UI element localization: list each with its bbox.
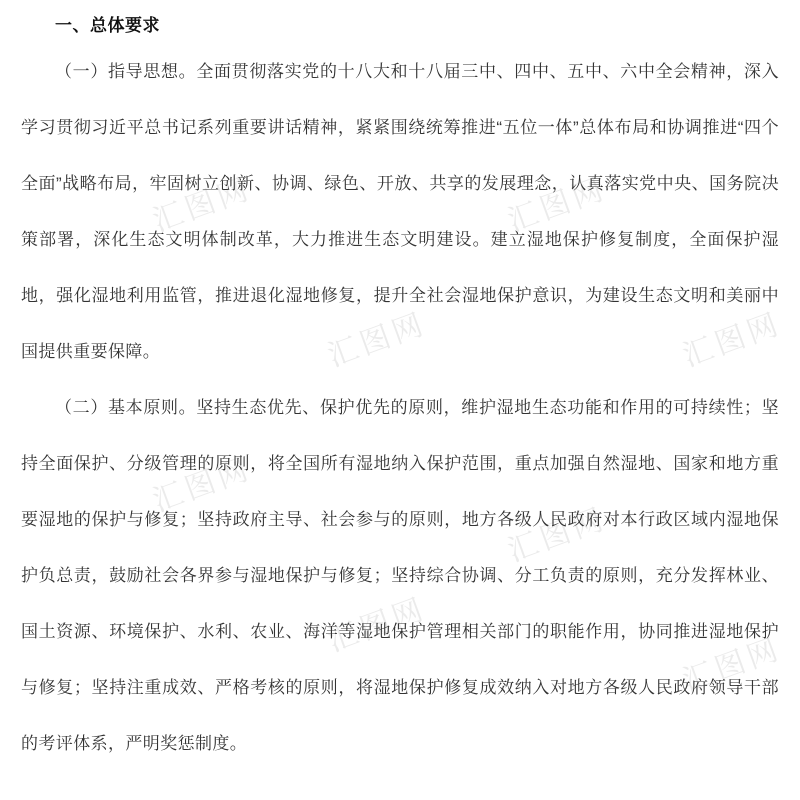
watermark-text: 汇图网 — [678, 632, 786, 699]
paragraph-guiding-ideology: （一）指导思想。全面贯彻落实党的十八大和十八届三中、四中、五中、六中全会精神，深入学习贯彻习近平总书记系列重要讲话精神，紧紧围绕统筹推进“五位一体”总体布局和协调推进“四个全面”战略布局，牢固树立创新、协调、绿色、开放、共享的发展理念，认真落实党中央、国务院决策部署，深化生态文明体制改革，大力推进生态文明建设。建立湿地保护修复制度，全面保护湿地，强化湿地利用监管，推进退化湿地修复，提升全社会湿地保护意识，为建设生态文明和美丽中国提供重要保障。 — [21, 62, 779, 361]
watermark-text: 汇图网 — [503, 502, 611, 569]
watermark-text: 汇图网 — [323, 592, 431, 659]
watermark-text: 汇图网 — [323, 307, 431, 374]
section-heading: 一、总体要求 — [55, 16, 160, 35]
paragraph-basic-principles: （二）基本原则。坚持生态优先、保护优先的原则，维护湿地生态功能和作用的可持续性；坚持全面保护、分级管理的原则，将全国所有湿地纳入保护范围，重点加强自然湿地、国家和地方重要湿地的保护与修复；坚持政府主导、社会参与的原则，地方各级人民政府对本行政区域内湿地保护负总责，鼓励社会各界参与湿地保护与修复；坚持综合协调、分工负责的原则，充分发挥林业、国土资源、环境保护、水利、农业、海洋等湿地保护管理相关部门的职能作用，协同推进湿地保护与修复；坚持注重成效、严格考核的原则，将湿地保护修复成效纳入对地方各级人民政府领导干部的考评体系，严明奖惩制度。 — [21, 398, 779, 753]
watermark-text: 汇图网 — [148, 172, 256, 239]
watermark-text: 汇图网 — [148, 452, 256, 519]
document-content — [21, 0, 779, 772]
watermark-text: 汇图网 — [503, 172, 611, 239]
watermark-text: 汇图网 — [678, 307, 786, 374]
